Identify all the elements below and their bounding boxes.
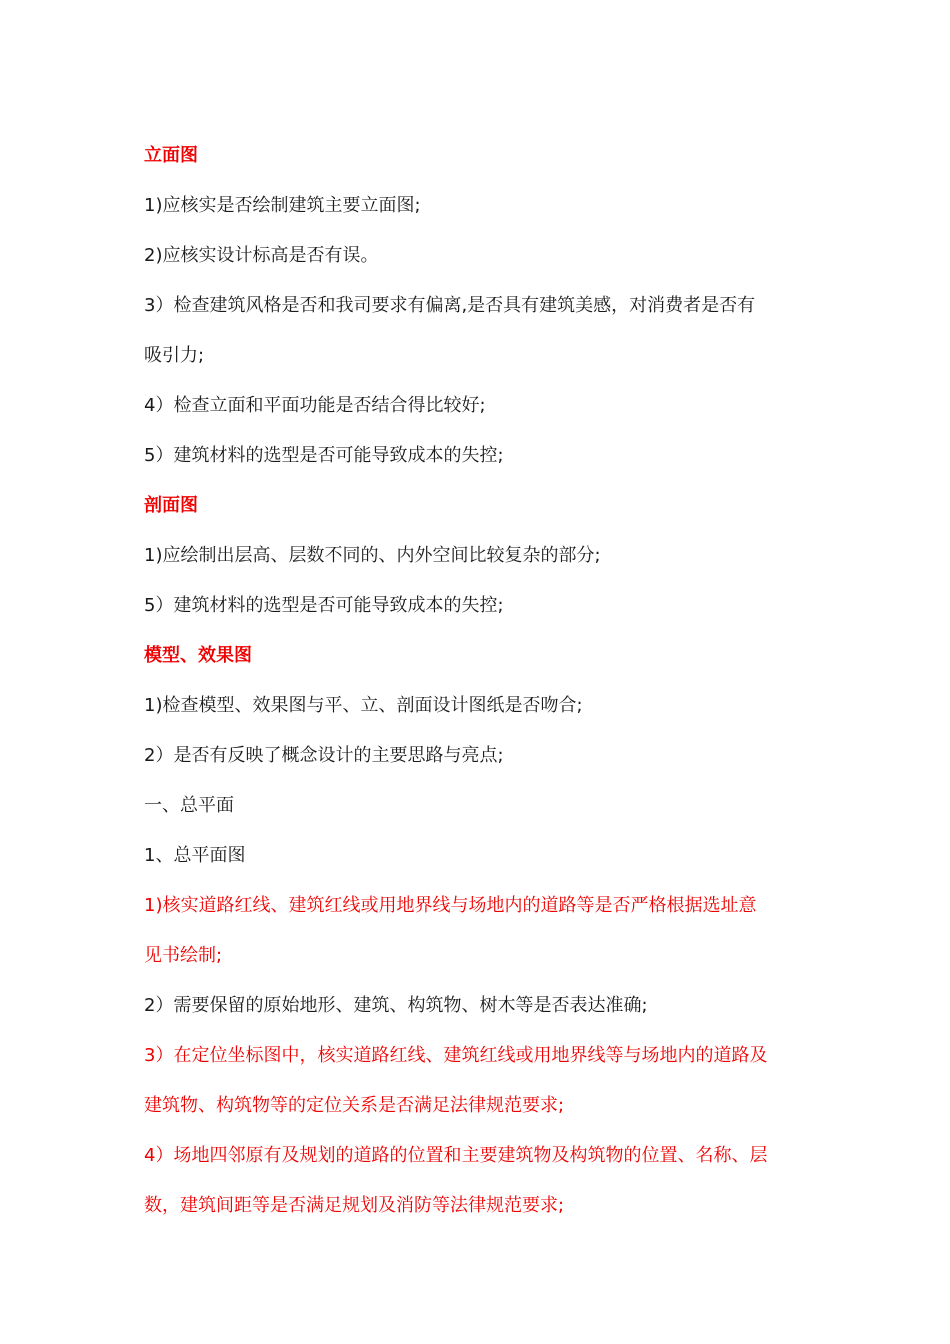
elevation-item-5: 5）建筑材料的选型是否可能导致成本的失控;: [144, 445, 504, 466]
model-item-1: 1)检查模型、效果图与平、立、剖面设计图纸是否吻合;: [144, 695, 583, 716]
site-plan-title: 一、总平面: [144, 795, 234, 816]
elevation-item-3: 3）检查建筑风格是否和我司要求有偏离,是否具有建筑美感，对消费者是否有: [144, 295, 756, 316]
elevation-item-1: 1)应核实是否绘制建筑主要立面图;: [144, 195, 421, 216]
heading-model: 模型、效果图: [144, 645, 252, 666]
elevation-item-3-cont: 吸引力;: [144, 345, 205, 366]
model-item-2: 2）是否有反映了概念设计的主要思路与亮点;: [144, 745, 504, 766]
section-item-1: 1)应绘制出层高、层数不同的、内外空间比较复杂的部分;: [144, 545, 601, 566]
site-plan-item-1-cont: 见书绘制;: [144, 945, 223, 966]
elevation-item-2: 2)应核实设计标高是否有误。: [144, 245, 379, 266]
site-plan-subtitle: 1、总平面图: [144, 845, 246, 866]
heading-elevation: 立面图: [144, 145, 198, 166]
site-plan-item-2: 2）需要保留的原始地形、建筑、构筑物、树木等是否表达准确;: [144, 995, 648, 1016]
section-item-2: 5）建筑材料的选型是否可能导致成本的失控;: [144, 595, 504, 616]
document-content: [144, 131, 816, 1231]
site-plan-item-3-cont: 建筑物、构筑物等的定位关系是否满足法律规范要求;: [144, 1095, 565, 1116]
site-plan-item-4: 4）场地四邻原有及规划的道路的位置和主要建筑物及构筑物的位置、名称、层: [144, 1145, 768, 1166]
site-plan-item-3: 3）在定位坐标图中，核实道路红线、建筑红线或用地界线等与场地内的道路及: [144, 1045, 768, 1066]
elevation-item-4: 4）检查立面和平面功能是否结合得比较好;: [144, 395, 486, 416]
heading-section: 剖面图: [144, 495, 198, 516]
site-plan-item-1: 1)核实道路红线、建筑红线或用地界线与场地内的道路等是否严格根据选址意: [144, 895, 757, 916]
site-plan-item-4-cont: 数，建筑间距等是否满足规划及消防等法律规范要求;: [144, 1195, 565, 1216]
